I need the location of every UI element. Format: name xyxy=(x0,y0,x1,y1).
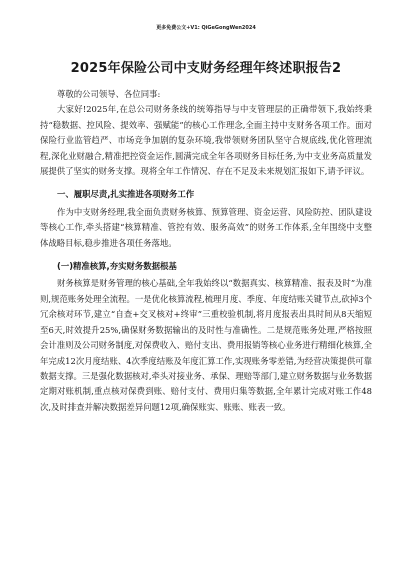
header-note: 更多免费公文+V1: QiGeGongWen2024 xyxy=(156,25,256,31)
subsection-1-paragraph: 财务核算是财务管理的核心基础,全年我始终以“数据真实、核算精准、报表及时”为准则,规范账务处理全流程。一是优化核算流程,梳理月度、季度、年度结账关键节点,砍掉3个冗余核对环节,建立“自查+交叉核对+终审”三重校验机制,将月度报表出具时间从8天缩短至6天,时效提升25%,确保财务数据输出的及时性与准确性。二是规范账务处理,严格按照会计准则及公司财务制度,对保费收入、赔付支出、费用报销等核心业务进行精细化核算,全年完成12次月度结账、4次季度结账及年度汇算工作,实现账务零差错,为经营决策提供可靠数据支撑。三是强化数据核对,牵头对接业务、承保、理赔等部门,建立财务数据与业务数据定期对账机制,重点核对保费到账、赔付支付、费用归集等数据,全年累计完成对账工作48次,及时排查并解决数据差异问题12项,确保账实、账账、账表一致。 xyxy=(40,278,372,412)
section-heading-1: 一、履职尽责,扎实推进各项财务工作 xyxy=(57,189,195,200)
section-1-paragraph: 作为中支财务经理,我全面负责财务核算、预算管理、资金运营、风险防控、团队建设等核心工作,牵头搭建“核算精准、管控有效、服务高效”的财务工作体系,全年围绕中支整体战略目标,稳步推进各项任务落地。 xyxy=(40,206,372,248)
intro-paragraph: 大家好!2025年,在总公司财务条线的统筹指导与中支管理层的正确带领下,我始终秉持“稳数据、控风险、提效率、强赋能”的核心工作理念,全面主持中支财务各项工作。面对保险行业监管趋严、市场竞争加剧的复杂环境,我带领财务团队坚守合规底线,优化管理流程,深化业财融合,精准把控资金运作,圆满完成全年各项财务目标任务,为中支业务高质量发展提供了坚实的财务支撑。现将全年工作情况、存在不足及未来规划汇报如下,请予评议。 xyxy=(40,104,372,177)
document-body xyxy=(40,87,372,415)
subsection-heading-1: (一)精准核算,夯实财务数据根基 xyxy=(57,261,177,272)
document-title: 2025年保险公司中支财务经理年终述职报告2 xyxy=(70,61,342,76)
salutation: 尊敬的公司领导、各位同事: xyxy=(57,89,161,99)
